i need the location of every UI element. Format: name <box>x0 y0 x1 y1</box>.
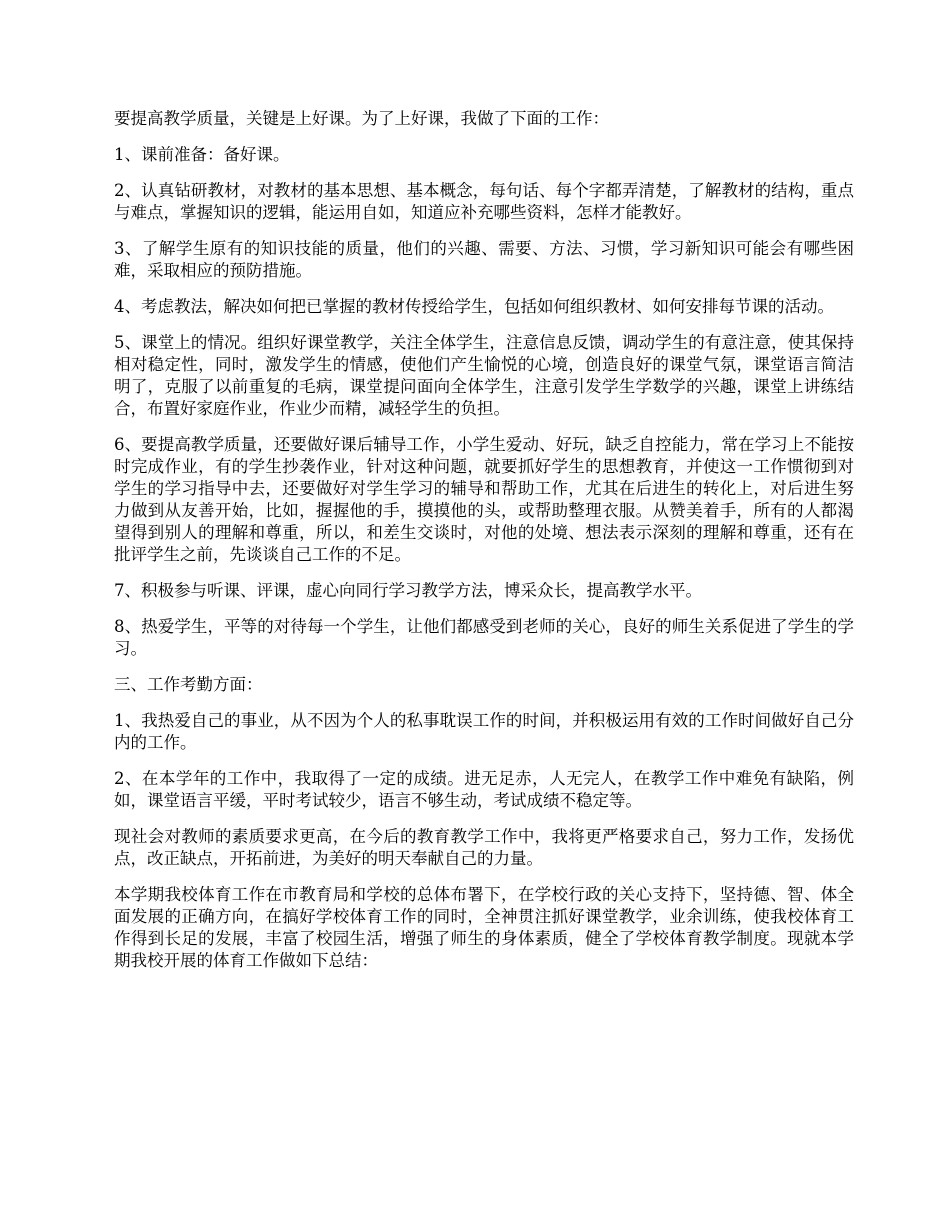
paragraph-outlook: 现社会对教师的素质要求更高，在今后的教育教学工作中，我将更严格要求自己，努力工作，发扬优点，改正缺点，开拓前进，为美好的明天奉献自己的力量。 <box>114 827 854 868</box>
paragraph-item-7: 7、积极参与听课、评课，虚心向同行学习教学方法，博采众长，提高教学水平。 <box>114 581 702 600</box>
paragraph-attendance-1: 1、我热爱自己的事业，从不因为个人的私事耽误工作的时间，并积极运用有效的工作时间做好自己分内的工作。 <box>114 711 854 752</box>
paragraph-item-3: 3、了解学生原有的知识技能的质量，他们的兴趣、需要、方法、习惯，学习新知识可能会有哪些困难，采取相应的预防措施。 <box>114 239 854 280</box>
paragraph-pe-summary: 本学期我校体育工作在市教育局和学校的总体布署下，在学校行政的关心支持下，坚持德、智、体全面发展的正确方向，在搞好学校体育工作的同时，全神贯注抓好课堂教学，业余训练，使我校体育工作得到长足的发展，丰富了校园生活，增强了师生的身体素质，健全了学校体育教学制度。现就本学期我校开展的体育工作做如下总结： <box>114 885 854 970</box>
paragraph-item-1: 1、课前准备：备好课。 <box>114 145 290 164</box>
paragraph-item-8: 8、热爱学生，平等的对待每一个学生，让他们都感受到老师的关心，良好的师生关系促进了学生的学习。 <box>114 617 854 658</box>
document-body <box>114 108 854 986</box>
paragraph-item-2: 2、认真钻研教材，对教材的基本思想、基本概念，每句话、每个字都弄清楚，了解教材的结构，重点与难点，掌握知识的逻辑，能运用自如，知道应补充哪些资料，怎样才能教好。 <box>114 181 854 222</box>
paragraph-item-4: 4、考虑教法，解决如何把已掌握的教材传授给学生，包括如何组织教材、如何安排每节课的活动。 <box>114 297 834 316</box>
paragraph-attendance-2: 2、在本学年的工作中，我取得了一定的成绩。进无足赤，人无完人，在教学工作中难免有缺陷，例如，课堂语言平缓，平时考试较少，语言不够生动，考试成绩不稳定等。 <box>114 769 854 810</box>
paragraph-intro: 要提高教学质量，关键是上好课。为了上好课，我做了下面的工作： <box>114 109 609 128</box>
paragraph-item-6: 6、要提高教学质量，还要做好课后辅导工作，小学生爱动、好玩，缺乏自控能力，常在学习上不能按时完成作业，有的学生抄袭作业，针对这种问题，就要抓好学生的思想教育，并使这一工作惯彻到对学生的学习指导中去，还要做好对学生学习的辅导和帮助工作，尤其在后进生的转化上，对后进生努力做到从友善开始，比如，握握他的手，摸摸他的头，或帮助整理衣服。从赞美着手，所有的人都渴望得到别人的理解和尊重，所以，和差生交谈时，对他的处境、想法表示深刻的理解和尊重，还有在批评学生之前，先谈谈自己工作的不足。 <box>114 435 854 564</box>
section-heading-attendance: 三、工作考勤方面： <box>114 675 263 694</box>
paragraph-item-5: 5、课堂上的情况。组织好课堂教学，关注全体学生，注意信息反馈，调动学生的有意注意，使其保持相对稳定性，同时，激发学生的情感，使他们产生愉悦的心境，创造良好的课堂气氛，课堂语言简洁明了，克服了以前重复的毛病，课堂提问面向全体学生，注意引发学生学数学的兴趣，课堂上讲练结合，布置好家庭作业，作业少而精，减轻学生的负担。 <box>114 333 854 418</box>
